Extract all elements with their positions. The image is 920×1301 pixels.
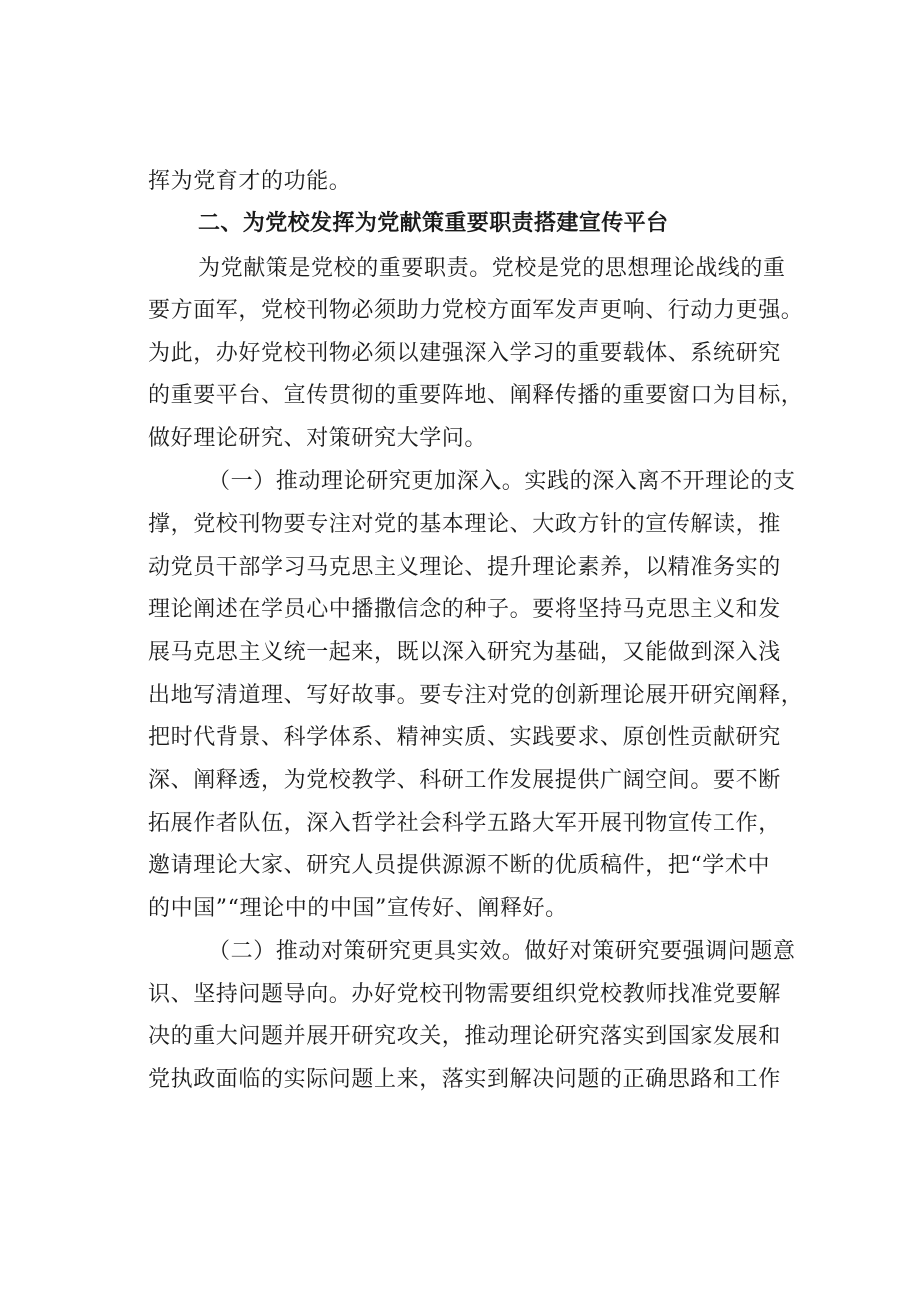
paragraph-line: 撑，党校刊物要专注对党的基本理论、大政方针的宣传解读，推 [148, 512, 781, 537]
paragraph-line: 展马克思主义统一起来，既以深入研究为基础，又能做到深入浅 [148, 640, 781, 665]
paragraph-line: 的重要平台、宣传贯彻的重要阵地、阐释传播的重要窗口为目标， [148, 383, 804, 408]
paragraph-line: 为此，办好党校刊物必须以建强深入学习的重要载体、系统研究 [148, 341, 781, 366]
paragraph-line: 决的重大问题并展开研究攻关，推动理论研究落实到国家发展和 [148, 1024, 781, 1049]
paragraph-line: 深、阐释透，为党校教学、科研工作发展提供广阔空间。要不断 [148, 768, 781, 793]
paragraph-line: 理论阐述在学员心中播撒信念的种子。要将坚持马克思主义和发 [148, 597, 781, 622]
paragraph-line: 拓展作者队伍，深入哲学社会科学五路大军开展刊物宣传工作， [148, 811, 781, 836]
paragraph-line: 挥为党育才的功能。 [148, 169, 352, 194]
paragraph-line: 出地写清道理、写好故事。要专注对党的创新理论展开研究阐释， [148, 683, 804, 708]
paragraph-line: 要方面军，党校刊物必须助力党校方面军发声更响、行动力更强。 [148, 298, 804, 323]
paragraph-line: 识、坚持问题导向。办好党校刊物需要组织党校教师找准党要解 [148, 982, 781, 1007]
paragraph-line: 党执政面临的实际问题上来，落实到解决问题的正确思路和工作 [148, 1067, 781, 1092]
section-heading: 二、为党校发挥为党献策重要职责搭建宣传平台 [198, 211, 669, 236]
paragraph-line: 做好理论研究、对策研究大学问。 [148, 426, 488, 451]
paragraph-line: 的中国”“理论中的中国”宣传好、阐释好。 [148, 896, 568, 921]
paragraph-line: 动党员干部学习马克思主义理论、提升理论素养，以精准务实的 [148, 555, 781, 580]
paragraph-line: 为党献策是党校的重要职责。党校是党的思想理论战线的重 [198, 256, 786, 281]
paragraph-line: 邀请理论大家、研究人员提供源源不断的优质稿件，把“学术中 [148, 853, 771, 878]
paragraph-line: 把时代背景、科学体系、精神实质、实践要求、原创性贡献研究 [148, 725, 781, 750]
paragraph-line: （二）推动对策研究更具实效。做好对策研究要强调问题意 [208, 939, 796, 964]
paragraph-line: （一）推动理论研究更加深入。实践的深入离不开理论的支 [208, 469, 796, 494]
